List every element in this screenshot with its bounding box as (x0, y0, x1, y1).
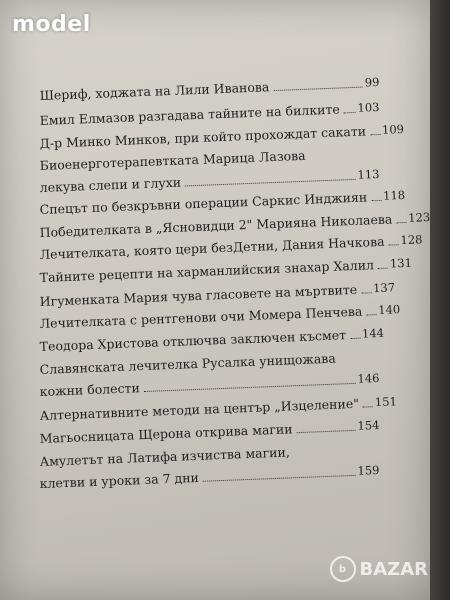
bazar-logo-text: BAZAR (359, 558, 428, 580)
toc-entry (39, 75, 379, 103)
leader-dots (389, 244, 399, 245)
toc-entry-page: 154 (357, 417, 380, 433)
toc-entry (39, 394, 398, 423)
toc-entry-title: кожни болести (39, 380, 141, 399)
toc-entry-title: Лечителката, която цери безДетни, Дания Начкова (39, 233, 385, 262)
toc-entry-page: 151 (374, 394, 398, 410)
toc-entry-title: Магьосницата Щерона открива магии (39, 421, 293, 446)
toc-entry-page: 159 (357, 462, 380, 478)
leader-dots (363, 406, 373, 407)
bazar-logo-icon: b (330, 556, 356, 582)
toc-entry-title: Шериф, ходжата на Лили Иванова (39, 79, 270, 103)
toc-entry-title: Тайните рецепти на харманлийския знахар Халил (39, 257, 375, 285)
toc-entry-page: 128 (400, 232, 423, 248)
toc-entry-title: Д-р Минко Минков, при който прохождат сакати (39, 123, 367, 151)
toc-entry-title: клетви и уроки за 7 дни (39, 469, 200, 491)
toc-entry-page: 140 (377, 302, 401, 317)
watermark-text: model (12, 12, 91, 37)
leader-dots (273, 87, 363, 91)
toc-entry-title: Славянската лечителка Русалка унищожава (39, 350, 337, 377)
toc-entry-page: 118 (382, 187, 406, 203)
toc-entry (39, 302, 401, 331)
toc-entry-page: 103 (357, 99, 380, 115)
toc-entry-title: Алтернативните методи на център „Изцеление" (39, 395, 360, 423)
toc-entry-title: Биоенерготерапевтката Марица Лазова (39, 147, 306, 173)
toc-entry-title: Победителката в „Ясновидци 2" Марияна Николаева (39, 211, 393, 240)
leader-dots (344, 112, 356, 113)
toc-entry-page: 109 (381, 122, 405, 137)
toc-entry (39, 371, 379, 399)
toc-entry (39, 325, 385, 354)
leader-dots (371, 200, 381, 201)
leader-dots (378, 268, 388, 269)
toc-entry-title: Лечителката с рентгенови очи Момера Пенчева (39, 303, 363, 331)
leader-dots (396, 222, 406, 223)
leader-dots (370, 134, 380, 135)
leader-dots (144, 383, 356, 392)
toc-entry-page: 146 (357, 370, 380, 386)
leader-dots (203, 475, 356, 482)
toc-entry-page: 131 (389, 255, 413, 271)
toc-entry (39, 232, 423, 262)
toc-entry-title: Амулетът на Латифа изчиства магии, (39, 444, 291, 469)
leader-dots (185, 179, 355, 187)
leader-dots (350, 338, 360, 339)
bazar-logo (330, 556, 429, 582)
toc-entry (39, 100, 379, 128)
toc-entry-title: Спецът по безкръвни операции Саркис Инджиян (39, 189, 368, 217)
leader-dots (297, 430, 356, 433)
toc-entry-page: 137 (372, 280, 396, 296)
toc-entry-page: 113 (357, 166, 380, 182)
toc-entry (39, 187, 406, 217)
leader-dots (366, 314, 376, 315)
toc-entry (39, 255, 413, 285)
toc-entry-page: 144 (361, 325, 385, 341)
toc-entry (39, 418, 379, 446)
toc-entry-title: Игуменката Мария чува гласовете на мъртвите (39, 281, 358, 309)
toc-entry-title: лекува слепи и глухи (39, 174, 182, 195)
toc-entry-title: Теодора Христова отключва заключен късмет (39, 327, 347, 354)
toc-entry (39, 463, 379, 491)
toc-entry-title: Емил Елмазов разгадава тайните на билките (39, 101, 341, 128)
toc-entry-page: 123 (407, 210, 431, 225)
toc-entry-page: 99 (364, 74, 380, 90)
leader-dots (361, 292, 371, 293)
